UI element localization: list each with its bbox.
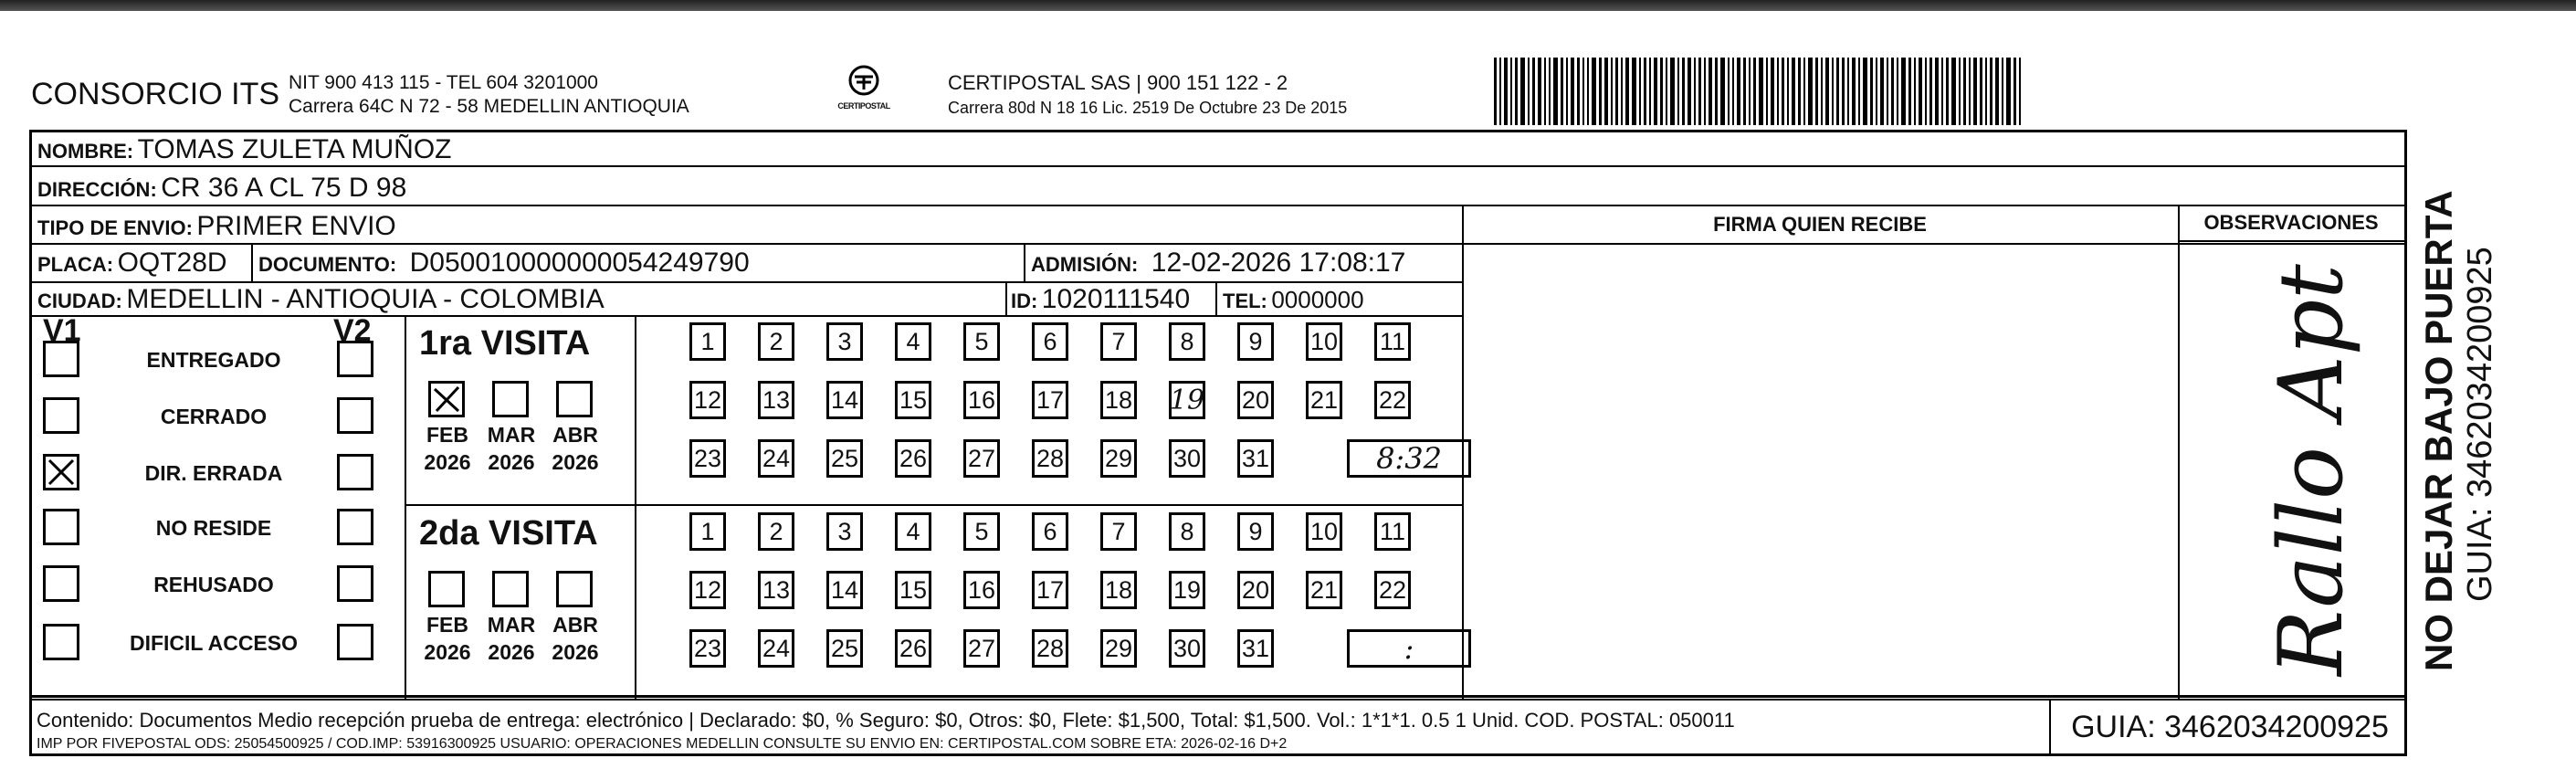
status-v2-checkbox[interactable] [337,509,373,545]
city-cell: CIUDAD: MEDELLIN - ANTIOQUIA - COLOMBIA [37,284,605,314]
barcode-bar [1777,58,1779,125]
observation-handwriting: Rallo Apt [2260,264,2362,676]
visit1-day-box[interactable]: 27 [963,439,1000,478]
visit2-day-box[interactable]: 13 [758,571,794,609]
visit2-day-box[interactable]: 2 [758,512,794,551]
visit2-day-box[interactable]: 3 [826,512,863,551]
barcode-bar [1808,58,1813,125]
barcode-bar [1847,58,1849,125]
visit2-month-name: FEB [426,613,468,637]
barcode-bar [1876,58,1877,125]
barcode-bar [1660,58,1663,125]
visit1-title: 1ra VISITA [419,324,591,363]
visit1-day-box[interactable]: 7 [1100,322,1137,361]
barcode-bar [1821,58,1823,125]
visit2-time-value: : [1404,631,1414,666]
barcode-bar [1980,58,1982,125]
barcode-bar [1969,58,1971,125]
carrier-address: Carrera 80d N 18 16 Lic. 2519 De Octubre 23 De 2015 [948,99,1348,117]
visit2-day-box[interactable]: 1 [689,512,726,551]
visit1-day-box[interactable]: 25 [826,439,863,478]
visit2-month-label [483,611,540,666]
barcode-bar [1515,58,1518,125]
status-v2-checkbox[interactable] [337,454,373,490]
barcode-bar [1995,58,1999,125]
visit1-day-box[interactable]: 13 [758,381,794,419]
plate-value: OQT28D [117,248,227,278]
barcode-bar [1891,58,1894,125]
visit1-day-box[interactable]: 12 [689,381,726,419]
barcode-bar [1836,58,1839,125]
visit1-day-box[interactable]: 19 [1169,381,1205,419]
visit1-day-box[interactable]: 18 [1100,381,1137,419]
company-address: Carrera 64C N 72 - 58 MEDELLIN ANTIOQUIA [289,96,689,117]
barcode-bar [1963,58,1966,125]
barcode-bar [1566,58,1568,125]
visit2-day-box[interactable]: 11 [1374,512,1411,551]
barcode-bar [1880,58,1884,125]
certipostal-logo-icon [847,64,880,97]
company-name: CONSORCIO ITS [31,77,280,111]
barcode-bar [1571,58,1574,125]
shipment-type: PRIMER ENVIO [196,211,396,241]
barcode-bar [1715,58,1718,125]
barcode-bar [1694,58,1696,125]
barcode-bar [1749,58,1751,125]
barcode-bar [1528,58,1530,125]
barcode-bar [1544,58,1546,125]
visit2-day-box[interactable]: 21 [1306,571,1342,609]
visit2-day-box[interactable]: 16 [963,571,1000,609]
visit1-time-value: 8:32 [1376,441,1442,476]
id-cell: ID: 1020111540 [1011,284,1191,314]
visit1-month-label [547,421,604,476]
barcode-bar [1494,58,1497,125]
barcode-bar [1925,58,1927,125]
barcode-bar [1914,58,1916,125]
barcode-bar [1887,58,1888,125]
tel-value: 0000000 [1271,286,1364,313]
visit2-day-box[interactable]: 22 [1374,571,1411,609]
name-row: NOMBRE: TOMAS ZULETA MUÑOZ [37,134,452,164]
plate-cell: PLACA: OQT28D [37,248,227,278]
visit1-day-box[interactable]: 9 [1237,322,1274,361]
barcode-bar [1815,58,1818,125]
barcode-bar [1929,58,1932,125]
barcode-bar [1792,58,1795,125]
barcode-bar [1654,58,1657,125]
visit1-day-box[interactable]: 15 [895,381,931,419]
visit1-day-box[interactable]: 14 [826,381,863,419]
visit1-day-box[interactable]: 6 [1032,322,1068,361]
barcode-bar [1908,58,1911,125]
barcode-bar [1959,58,1961,125]
barcode-bar [1499,58,1501,125]
barcode [1494,58,2224,125]
visit1-day-box[interactable]: 10 [1306,322,1342,361]
barcode-bar [1951,58,1956,125]
visit1-day-box[interactable]: 23 [689,439,726,478]
status-label: ENTREGADO [146,348,281,372]
visit1-day-box[interactable]: 8 [1169,322,1205,361]
visit2-month-year: 2026 [488,640,535,664]
visit1-month-year: 2026 [424,450,471,474]
barcode-bar [1504,58,1508,125]
side-guia: GUIA: 3462034200925 [2461,247,2499,602]
barcode-bar [1919,58,1922,125]
visit1-month-year: 2026 [552,450,599,474]
status-v2-checkbox[interactable] [337,341,373,377]
barcode-bar [1682,58,1685,125]
document-cell: DOCUMENTO: D050010000000054249790 [258,248,750,278]
barcode-bar [2002,58,2003,125]
status-label: REHUSADO [153,573,274,596]
visit2-month-year: 2026 [424,640,471,664]
visit2-day-box[interactable]: 30 [1169,629,1205,668]
carrier-line: CERTIPOSTAL SAS | 900 151 122 - 2 [948,71,1288,94]
visit2-day-box[interactable]: 24 [758,629,794,668]
visit2-month-checkbox[interactable] [556,571,593,607]
shipment-row: TIPO DE ENVIO: PRIMER ENVIO [37,211,396,241]
carrier-info [948,71,1347,118]
barcode-bar [1787,58,1789,125]
visit1-day-box[interactable]: 28 [1032,439,1068,478]
status-label: NO RESIDE [155,516,272,540]
visit1-day-box[interactable]: 30 [1169,439,1205,478]
visit1-day-box[interactable]: 31 [1237,439,1274,478]
barcode-bar [2013,58,2016,125]
visit2-month-label [547,611,604,666]
company-nit: NIT 900 413 115 - TEL 604 3201000 [289,72,598,93]
city-value: MEDELLIN - ANTIOQUIA - COLOMBIA [126,284,605,314]
visit1-day-box[interactable]: 20 [1237,381,1274,419]
status-label: DIFICIL ACCESO [129,631,298,655]
visit1-day-box[interactable]: 21 [1306,381,1342,419]
footer-content: Contenido: Documentos Medio recepción prueba de entrega: electrónico | Declarado: $0, % Seguro: $0, Otros: $0, Flete: $1,500, Total: $1,500. Vol.: 1*1*1. 0.5 1 Unid. COD. POSTAL: 050011 [37,709,1735,732]
address-row: DIRECCIÓN: CR 36 A CL 75 D 98 [37,173,407,203]
visit1-day-box[interactable]: 17 [1032,381,1068,419]
barcode-bar [1615,58,1618,125]
visit2-day-box[interactable]: 27 [963,629,1000,668]
barcode-bar [1549,58,1551,125]
visit1-month-label [419,421,476,476]
status-v2-checkbox[interactable] [337,565,373,602]
visit2-day-box[interactable]: 4 [895,512,931,551]
barcode-bar [1743,58,1746,125]
status-v1-checkbox[interactable] [43,454,79,490]
barcode-bar [1973,58,1977,125]
visit1-day-box[interactable]: 22 [1374,381,1411,419]
visit2-day-box[interactable]: 15 [895,571,931,609]
barcode-bar [1644,58,1646,125]
barcode-bar [1803,58,1805,125]
barcode-bar [1782,58,1784,125]
barcode-bar [1561,58,1563,125]
visit1-day-box[interactable]: 5 [963,322,1000,361]
visit1-day-box[interactable]: 16 [963,381,1000,419]
barcode-bar [1599,58,1602,125]
barcode-bar [1870,58,1873,125]
barcode-bar [1611,58,1613,125]
barcode-bar [1985,58,1987,125]
footer-print-info: IMP POR FIVEPOSTAL ODS: 25054500925 / COD.IMP: 53916300925 USUARIO: OPERACIONES MEDELLIN CONSULTE SU ENVIO EN: CERTIPOSTAL.COM SOBRE ETA: 2026-02-16 D+2 [37,736,1288,752]
status-v1-checkbox[interactable] [43,397,79,434]
barcode-bar [1520,58,1525,125]
barcode-bar [1753,58,1756,125]
barcode-bar [1587,58,1589,125]
barcode-bar [1863,58,1867,125]
visit2-day-box[interactable]: 20 [1237,571,1274,609]
barcode-bar [1759,58,1763,125]
visit2-day-box[interactable]: 6 [1032,512,1068,551]
status-v1-checkbox[interactable] [43,509,79,545]
visit2-day-box[interactable]: 18 [1100,571,1137,609]
visit1-day-box[interactable]: 26 [895,439,931,478]
visit1-time-box[interactable] [1347,439,1471,478]
barcode-bar [1825,58,1829,125]
visit2-month-label [419,611,476,666]
visit1-day-box[interactable]: 1 [689,322,726,361]
status-v2-checkbox[interactable] [337,397,373,434]
visit2-day-box[interactable]: 25 [826,629,863,668]
barcode-bar [1532,58,1535,125]
visit2-day-box[interactable]: 19 [1169,571,1205,609]
barcode-bar [1510,58,1512,125]
status-v1-checkbox[interactable] [43,341,79,377]
no-under-door-warning: NO DEJAR BAJO PUERTA [2417,190,2460,671]
visit2-day-box[interactable]: 26 [895,629,931,668]
barcode-bar [1935,58,1939,125]
barcode-bar [1698,58,1701,125]
barcode-bar [1946,58,1949,125]
barcode-bar [1632,58,1636,125]
barcode-bar [1538,58,1541,125]
visit2-day-box[interactable]: 28 [1032,629,1068,668]
id-value: 1020111540 [1041,284,1191,314]
visit1-month-name: FEB [426,423,468,447]
observations-header: OBSERVACIONES [2203,211,2379,234]
visit1-month-year: 2026 [488,450,535,474]
barcode-bar [1720,58,1725,125]
visit1-day-box[interactable]: 29 [1100,439,1137,478]
visit2-day-box[interactable]: 29 [1100,629,1137,668]
status-label: CERRADO [160,405,268,428]
barcode-bar [1709,58,1712,125]
barcode-bar [1897,58,1898,125]
visit1-day-box[interactable]: 3 [826,322,863,361]
barcode-bar [1582,58,1584,125]
visit2-day-box[interactable]: 31 [1237,629,1274,668]
barcode-bar [1832,58,1834,125]
visit1-month-label [483,421,540,476]
certipostal-logo: CERTIPOSTAL [829,64,899,111]
visit2-title: 2da VISITA [419,514,598,553]
visit2-day-box[interactable]: 23 [689,629,726,668]
company-contact [289,71,689,119]
visit2-month-checkbox[interactable] [492,571,529,607]
visit1-day-box[interactable]: 4 [895,322,931,361]
barcode-bar [2006,58,2011,125]
recipient-address: CR 36 A CL 75 D 98 [161,173,407,203]
visit1-day-box[interactable]: 11 [1374,322,1411,361]
visit2-month-name: MAR [487,613,536,637]
footer-guia-box: GUIA: 3462034200925 [2049,700,2409,754]
visit1-month-checkbox[interactable] [428,381,465,417]
signature-header: FIRMA QUIEN RECIBE [1713,213,1927,236]
v1-header: V1 [43,313,81,348]
barcode-bar [1666,58,1667,125]
delivery-form [29,130,2499,698]
status-v1-checkbox[interactable] [43,565,79,602]
barcode-bar [1941,58,1943,125]
visit2-day-box[interactable]: 17 [1032,571,1068,609]
tel-cell: TEL: 0000000 [1223,286,1364,313]
admission-cell: ADMISIÓN: 12-02-2026 17:08:17 [1031,248,1406,278]
visit2-day-box[interactable]: 12 [689,571,726,609]
scan-top-edge [0,0,2576,11]
barcode-bar [1625,58,1629,125]
visit2-day-box[interactable]: 8 [1169,512,1205,551]
visit1-day-box[interactable]: 24 [758,439,794,478]
status-v2-checkbox[interactable] [337,624,373,660]
barcode-bar [1704,58,1706,125]
admission-value: 12-02-2026 17:08:17 [1151,248,1406,278]
barcode-bar [1732,58,1734,125]
status-label: DIR. ERRADA [144,461,283,485]
barcode-bar [1858,58,1860,125]
barcode-bar [1771,58,1774,125]
visit2-day-box[interactable]: 9 [1237,512,1274,551]
barcode-bar [1798,58,1801,125]
visit2-month-name: ABR [552,613,598,637]
visit2-time-box[interactable] [1347,629,1471,668]
status-v1-checkbox[interactable] [43,624,79,660]
visit2-month-checkbox[interactable] [428,571,465,607]
footer-border [29,696,2407,756]
barcode-bar [1604,58,1608,125]
visit1-month-checkbox[interactable] [492,381,529,417]
barcode-bar [1990,58,1992,125]
barcode-bar [1639,58,1641,125]
visit2-month-year: 2026 [552,640,599,664]
barcode-bar [1766,58,1768,125]
barcode-bar [2019,58,2021,125]
visit2-day-box[interactable]: 7 [1100,512,1137,551]
barcode-bar [1577,58,1580,125]
visit2-day-box[interactable]: 14 [826,571,863,609]
barcode-bar [1688,58,1691,125]
barcode-bar [1737,58,1740,125]
visit1-month-name: MAR [487,423,536,447]
document-value: D050010000000054249790 [409,248,750,278]
barcode-bar [1677,58,1679,125]
v2-header: V2 [333,313,372,348]
visit2-day-box[interactable]: 10 [1306,512,1342,551]
barcode-bar [1852,58,1856,125]
barcode-bar [1728,58,1730,125]
barcode-bar [1592,58,1596,125]
barcode-bar [1901,58,1906,125]
barcode-bar [1621,58,1623,125]
barcode-bar [1553,58,1558,125]
visit2-day-box[interactable]: 5 [963,512,1000,551]
visit1-month-name: ABR [552,423,598,447]
barcode-bar [1842,58,1845,125]
visit1-day-box[interactable]: 2 [758,322,794,361]
visit1-month-checkbox[interactable] [556,381,593,417]
barcode-bar [1670,58,1675,125]
recipient-name: TOMAS ZULETA MUÑOZ [137,134,452,164]
barcode-bar [1649,58,1651,125]
